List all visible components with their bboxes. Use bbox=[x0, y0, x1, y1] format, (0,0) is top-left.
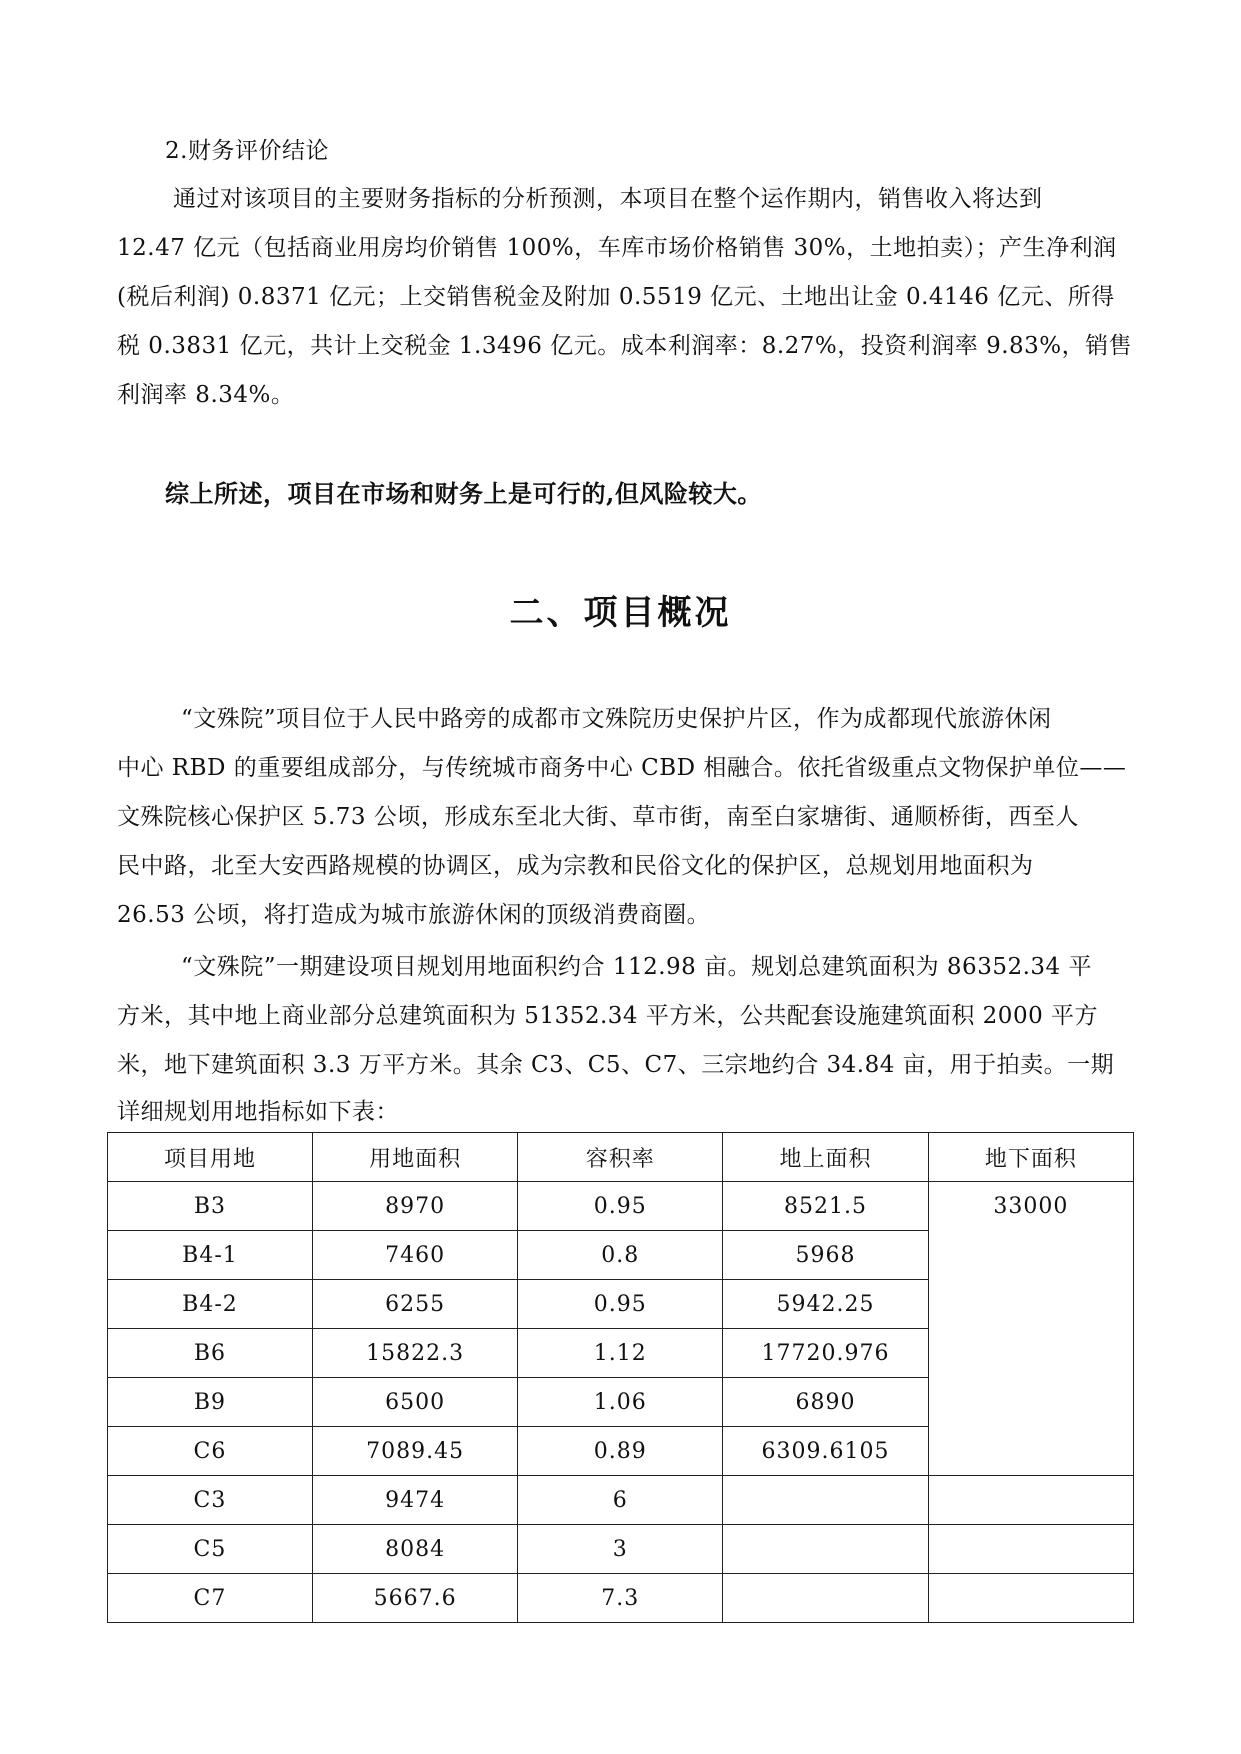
paragraph-line: 利润率 8.34%。 bbox=[117, 382, 295, 408]
table-cell: C7 bbox=[108, 1574, 313, 1623]
table-cell-empty bbox=[928, 1525, 1133, 1574]
table-cell: B4-2 bbox=[108, 1280, 313, 1329]
table-row bbox=[108, 1182, 1134, 1231]
table-cell bbox=[723, 1574, 929, 1623]
paragraph-line: 26.53 公顷，将打造成为城市旅游休闲的顶级消费商圈。 bbox=[117, 902, 711, 928]
table-cell: 7089.45 bbox=[312, 1427, 517, 1476]
table-cell: 0.95 bbox=[518, 1182, 723, 1231]
conclusion-statement: 综上所述，项目在市场和财务上是可行的,但风险较大。 bbox=[165, 479, 762, 508]
table-cell: 0.89 bbox=[518, 1427, 723, 1476]
table-cell bbox=[723, 1476, 929, 1525]
table-cell: C3 bbox=[108, 1476, 313, 1525]
table-cell: C6 bbox=[108, 1427, 313, 1476]
table-cell: 5968 bbox=[723, 1231, 929, 1280]
section-title: 二、项目概况 bbox=[509, 593, 732, 633]
table-cell: 6890 bbox=[723, 1378, 929, 1427]
table-cell: 8521.5 bbox=[723, 1182, 929, 1231]
header-cell: 用地面积 bbox=[312, 1133, 517, 1182]
table-header-row bbox=[108, 1133, 1134, 1182]
table-cell: 6 bbox=[518, 1476, 723, 1525]
table-cell: 1.12 bbox=[518, 1329, 723, 1378]
table-cell: 15822.3 bbox=[312, 1329, 517, 1378]
table-cell: 8084 bbox=[312, 1525, 517, 1574]
paragraph-line: “文殊院”项目位于人民中路旁的成都市文殊院历史保护片区，作为成都现代旅游休闲 bbox=[181, 706, 1052, 732]
table-cell: 5667.6 bbox=[312, 1574, 517, 1623]
paragraph-line: 通过对该项目的主要财务指标的分析预测，本项目在整个运作期内，销售收入将达到 bbox=[173, 186, 1043, 212]
table-cell: 7.3 bbox=[518, 1574, 723, 1623]
table-row bbox=[108, 1476, 1134, 1525]
table-cell: 0.95 bbox=[518, 1280, 723, 1329]
table-cell: B6 bbox=[108, 1329, 313, 1378]
table-cell: B3 bbox=[108, 1182, 313, 1231]
paragraph-line: “文殊院”一期建设项目规划用地面积约合 112.98 亩。规划总建筑面积为 86352.34 平 bbox=[181, 954, 1092, 980]
subheading-financial-conclusion: 2.财务评价结论 bbox=[165, 138, 329, 164]
table-cell: 7460 bbox=[312, 1231, 517, 1280]
header-cell: 容积率 bbox=[518, 1133, 723, 1182]
paragraph-line: 民中路，北至大安西路规模的协调区，成为宗教和民俗文化的保护区，总规划用地面积为 bbox=[117, 853, 1034, 879]
table-cell: B9 bbox=[108, 1378, 313, 1427]
table-cell: 5942.25 bbox=[723, 1280, 929, 1329]
paragraph-line: 税 0.3831 亿元，共计上交税金 1.3496 亿元。成本利润率：8.27%，投资利润率 9.83%，销售 bbox=[117, 333, 1133, 359]
paragraph-line: 方米，其中地上商业部分总建筑面积为 51352.34 平方米，公共配套设施建筑面积 2000 平方 bbox=[117, 1003, 1099, 1029]
table-cell-empty bbox=[928, 1574, 1133, 1623]
table-cell bbox=[723, 1525, 929, 1574]
paragraph-line: 中心 RBD 的重要组成部分，与传统城市商务中心 CBD 相融合。依托省级重点文物保护单位—— bbox=[117, 755, 1127, 781]
table-cell: 6500 bbox=[312, 1378, 517, 1427]
table-cell: 1.06 bbox=[518, 1378, 723, 1427]
table-cell: 6309.6105 bbox=[723, 1427, 929, 1476]
paragraph-line: 详细规划用地指标如下表： bbox=[117, 1099, 399, 1125]
paragraph-line: 文殊院核心保护区 5.73 公顷，形成东至北大街、草市街，南至白家塘街、通顺桥街，西至人 bbox=[117, 804, 1079, 830]
table-cell: 6255 bbox=[312, 1280, 517, 1329]
header-cell: 地上面积 bbox=[723, 1133, 929, 1182]
table-cell: 0.8 bbox=[518, 1231, 723, 1280]
table-cell: C5 bbox=[108, 1525, 313, 1574]
table-row bbox=[108, 1574, 1134, 1623]
paragraph-line: 12.47 亿元（包括商业用房均价销售 100%，车库市场价格销售 30%，土地拍卖）；产生净利润 bbox=[117, 235, 1117, 261]
table-cell: B4-1 bbox=[108, 1231, 313, 1280]
paragraph-line: (税后利润) 0.8371 亿元；上交销售税金及附加 0.5519 亿元、土地出让金 0.4146 亿元、所得 bbox=[117, 284, 1115, 310]
table-cell: 3 bbox=[518, 1525, 723, 1574]
table-cell: 8970 bbox=[312, 1182, 517, 1231]
table-cell: 17720.976 bbox=[723, 1329, 929, 1378]
table-cell-empty bbox=[928, 1476, 1133, 1525]
underground-area-cell: 33000 bbox=[928, 1182, 1133, 1476]
land-use-table bbox=[107, 1132, 1134, 1623]
paragraph-line: 米，地下建筑面积 3.3 万平方米。其余 C3、C5、C7、三宗地约合 34.84 亩，用于拍卖。一期 bbox=[117, 1052, 1115, 1078]
header-cell: 项目用地 bbox=[108, 1133, 313, 1182]
header-cell: 地下面积 bbox=[928, 1133, 1133, 1182]
table-cell: 9474 bbox=[312, 1476, 517, 1525]
table-row bbox=[108, 1525, 1134, 1574]
